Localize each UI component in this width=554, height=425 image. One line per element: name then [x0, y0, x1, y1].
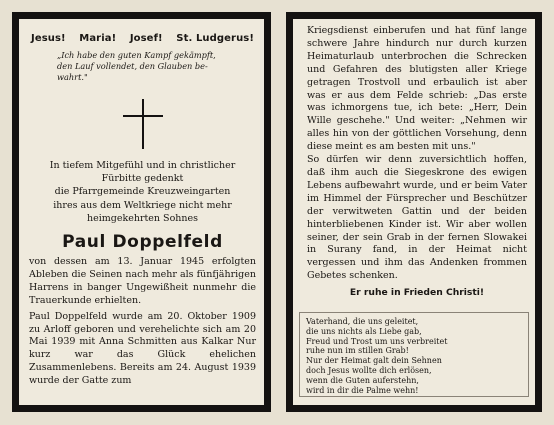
invocation-jesus: Jesus! — [31, 33, 66, 44]
left-page-content — [19, 19, 264, 405]
intro-line: heimgekehrten Sohnes — [86, 212, 199, 224]
cross-icon — [123, 99, 163, 149]
closing-blessing: Er ruhe in Frieden Christi! — [349, 287, 485, 299]
invocation-maria: Maria! — [79, 33, 117, 44]
poem-line: die uns nichts als Liebe gab, — [306, 326, 422, 336]
death-paragraph: von dessen am 13. Januar 1945 erfolgten Ableben die Seinen nach mehr als fünfjährigen Harrens in banger Ungewißheit nunmehr die Trauerkunde erhielten. — [29, 256, 256, 306]
right-page — [286, 12, 542, 412]
quote-line: „Ich habe den guten Kampf gekämpft, — [57, 50, 216, 60]
poem-line: Freud und Trost um uns verbreitet — [306, 336, 448, 346]
intro-line: Fürbitte gedenkt — [101, 173, 184, 185]
invocation-ludgerus: St. Ludgerus! — [176, 33, 254, 44]
poem-line: wird in dir die Palme wehn! — [306, 385, 419, 395]
deceased-name: Paul Doppelfeld — [62, 232, 223, 253]
quote-line: den Lauf vollendet, den Glauben be- — [57, 61, 208, 71]
poem-line: ruhe nun im stillen Grab! — [306, 346, 409, 356]
left-page — [12, 12, 271, 412]
poem-line: Vaterhand, die uns geleitet, — [306, 317, 419, 326]
poem-line: wenn die Guten auferstehn, — [306, 375, 419, 385]
quote-line: wahrt." — [57, 72, 88, 82]
intro-line: die Pfarrgemeinde Kreuzweingarten — [54, 186, 231, 198]
war-service-paragraph: Kriegsdienst einberufen und hat fünf lange schwere Jahre hindurch nur durch kurzen Heimaturlaub unterbrochen die Schrecken und Gefahren des blutigsten aller Kriege getragen Trostvoll und erbaulich ist aber was er aus dem Felde schrieb: „Das erste was ichmorgens tue, ich bete: „Herr, Dein Wille geschehe." Und weiter: „Nehmen wir alles hin von der göttlichen Vorsehung, denn diese meint es am besten mit uns." — [307, 25, 527, 153]
poem-line: doch Jesus wollte dich erlösen, — [306, 365, 432, 375]
bible-quote — [57, 50, 250, 83]
hope-paragraph: So dürfen wir denn zuversichtlich hoffen, daß ihm auch die Siegeskrone des ewigen Lebens aufbewahrt wurde, und er beim Vater im Himmel der Fürsprecher und Beschützer der verwitweten Gattin und der beiden hinterbliebenen Kinder ist. Wir aber wollen seiner, der sein Grab in der fernen Slowakei in Surany fand, in der Heimat nicht vergessen und ihm das Andenken frommen Gebetes schenken. — [307, 154, 527, 282]
intro-line: ihres aus dem Weltkriege nicht mehr — [53, 199, 232, 211]
biography-paragraph: Paul Doppelfeld wurde am 20. Oktober 1909 zu Arloff geboren und verehelichte sich am 20 Mai 1939 mit Anna Schmitten aus Kalkar Nur kurz war das Glück ehelichen Zusammenlebens. Bereits am 24. August 1939 wurde der Gatte zum — [29, 310, 256, 387]
intro-text — [29, 159, 256, 225]
intro-line: In tiefem Mitgefühl und in christlicher — [49, 160, 236, 171]
saints-invocation — [31, 33, 254, 44]
right-page-content — [293, 19, 535, 405]
poem-box — [299, 312, 529, 397]
poem-line: Nur der Heimat galt dein Sehnen — [306, 356, 442, 366]
invocation-josef: Josef! — [129, 33, 163, 44]
